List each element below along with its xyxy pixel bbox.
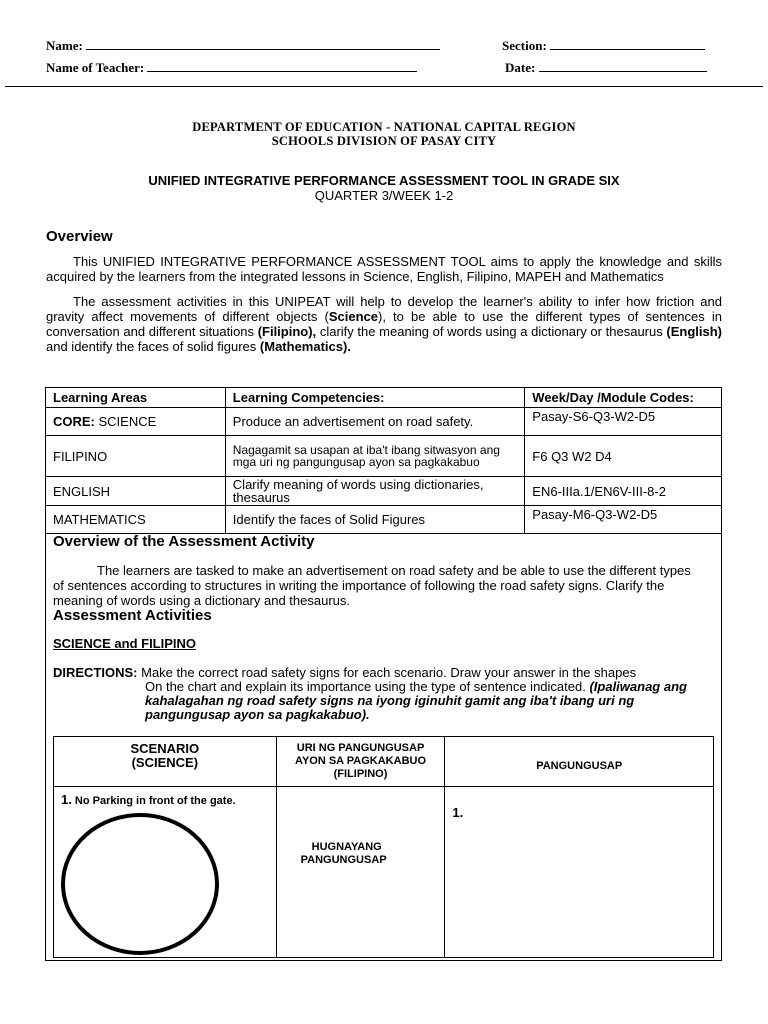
header-divider: [5, 86, 763, 87]
code-cell: Pasay-S6-Q3-W2-D5: [525, 408, 722, 436]
overview-paragraph-2: [46, 294, 722, 354]
date-field[interactable]: [505, 60, 707, 76]
learning-area-cell: [46, 408, 226, 436]
overview-p2-text-4: and identify the faces of solid figures: [46, 339, 260, 354]
directions-label: DIRECTIONS:: [53, 665, 138, 680]
learning-area-cell: ENGLISH: [46, 477, 226, 506]
name-field[interactable]: [46, 38, 440, 54]
scenario-table: [53, 736, 714, 958]
division-title: SCHOOLS DIVISION OF PASAY CITY: [271, 134, 497, 148]
code-cell: EN6-IIIa.1/EN6V-III-8-2: [525, 477, 722, 506]
directions-italic-paren: (: [589, 679, 594, 694]
teacher-field[interactable]: [46, 60, 417, 76]
code-cell: Pasay-M6-Q3-W2-D5: [525, 506, 722, 534]
answer-number: 1.: [452, 805, 464, 820]
competency-table: [45, 387, 722, 534]
scenario-header: [54, 737, 277, 787]
sentence-type-header-line-2: AYON SA PAGKAKABUO: [295, 755, 427, 767]
table-row: [46, 408, 722, 436]
overview-paragraph-1: [46, 254, 722, 284]
table-row: [54, 787, 714, 958]
overview-heading: Overview: [46, 228, 113, 245]
name-label: Name:: [46, 38, 83, 53]
competency-cell: Nagagamit sa usapan at iba't ibang sitwasyon ang mga uri ng pangungusap ayon sa pagkakabuo: [225, 436, 524, 477]
sentence-type-header: [276, 737, 445, 787]
date-label: Date:: [505, 60, 536, 75]
header-module-codes: Week/Day /Module Codes:: [525, 388, 722, 408]
table-row: [46, 506, 722, 534]
sentence-type-cell: [276, 787, 445, 958]
header-learning-competencies: Learning Competencies:: [225, 388, 524, 408]
overview-p2-text-2: ), to be able to use the different types of sentences in conversation and different situations: [46, 309, 722, 339]
directions-text-2: On the chart and explain its importance using the type of sentence indicated.: [145, 679, 590, 694]
overview-p2-text-3: clarify the meaning of words using a dictionary or thesaurus: [316, 324, 667, 339]
scenario-header-line-1: SCENARIO: [130, 741, 200, 756]
name-line[interactable]: [86, 38, 440, 50]
scenario-description: No Parking in front of the gate.: [71, 795, 236, 807]
directions-text: Make the correct road safety signs for each scenario. Draw your answer in the shapes: [137, 665, 637, 680]
competency-cell: Clarify meaning of words using dictionaries, thesaurus: [225, 477, 524, 506]
learning-area-cell: MATHEMATICS: [46, 506, 226, 534]
scenario-cell: [54, 787, 277, 958]
activity-overview-heading: Overview of the Assessment Activity: [53, 533, 315, 550]
overview-p2-text: The assessment activities in this UNIPEAT will help to develop the learner's ability to infer how friction and gravity affect movements of different objects (: [46, 294, 722, 324]
overview-p2-mathematics: (Mathematics).: [259, 339, 351, 354]
answer-cell[interactable]: [445, 787, 714, 958]
section-field[interactable]: [502, 38, 705, 54]
learning-area: SCIENCE: [94, 414, 157, 429]
directions-line-1: [53, 665, 636, 680]
competency-table-header: [46, 388, 722, 408]
teacher-line[interactable]: [147, 60, 417, 72]
document-subtitle: QUARTER 3/WEEK 1-2: [314, 188, 454, 203]
competency-cell: Identify the faces of Solid Figures: [225, 506, 524, 534]
sentence-type-line-2: PANGUNGUSAP: [300, 854, 387, 866]
core-label: CORE:: [53, 414, 95, 429]
sentence-type-line-1: HUGNAYANG: [311, 841, 382, 853]
drawing-circle-shape[interactable]: [59, 811, 221, 957]
overview-p2-english: (English): [666, 324, 722, 339]
date-line[interactable]: [539, 60, 707, 72]
science-filipino-subheading: SCIENCE and FILIPINO: [53, 636, 197, 651]
section-label: Section:: [502, 38, 547, 53]
header-learning-areas: Learning Areas: [46, 388, 226, 408]
activity-overview-text: [53, 563, 693, 608]
sentence-type-header-line-1: URI NG PANGUNGUSAP: [296, 742, 425, 754]
competency-cell: Produce an advertisement on road safety.: [225, 408, 524, 436]
activity-overview-body: The learners are tasked to make an advertisement on road safety and be able to use the different types of sentences according to structures in writing the importance of following the road safety signs. Clarify the meaning of words using a dictionary and thesaurus.: [53, 563, 691, 608]
teacher-label: Name of Teacher:: [46, 60, 145, 75]
overview-p2-filipino: (Filipino),: [257, 324, 317, 339]
sentence-header: PANGUNGUSAP: [445, 737, 714, 787]
table-row: [46, 477, 722, 506]
learning-area-cell: FILIPINO: [46, 436, 226, 477]
overview-p1-text: This UNIFIED INTEGRATIVE PERFORMANCE ASSESSMENT TOOL aims to apply the knowledge and skills acquired by the learners from the integrated lessons in Science, English, Filipino, MAPEH and Mathematics: [46, 254, 722, 284]
scenario-text: [61, 791, 236, 809]
document-title: UNIFIED INTEGRATIVE PERFORMANCE ASSESSMENT TOOL IN GRADE SIX: [148, 173, 620, 188]
assessment-activities-heading: Assessment Activities: [53, 607, 212, 624]
table-row: [46, 436, 722, 477]
section-line[interactable]: [550, 38, 705, 50]
directions-line-2: [145, 680, 695, 722]
directions-italic-text: Ipaliwanag ang kahalagahan ng road safety signs na iyong iginuhit gamit ang iba't ibang uri ng pangungusap ayon sa pagkakabuo).: [145, 679, 687, 722]
scenario-number: 1.: [61, 792, 72, 807]
scenario-table-header: [54, 737, 714, 787]
code-cell: F6 Q3 W2 D4: [525, 436, 722, 477]
department-title: DEPARTMENT OF EDUCATION - NATIONAL CAPITAL REGION: [192, 120, 576, 134]
overview-p2-science: Science: [328, 309, 378, 324]
sentence-type-header-line-3: (FILIPINO): [333, 768, 388, 780]
sentence-type-text: [301, 841, 387, 867]
scenario-header-line-2: (SCIENCE): [131, 755, 199, 770]
